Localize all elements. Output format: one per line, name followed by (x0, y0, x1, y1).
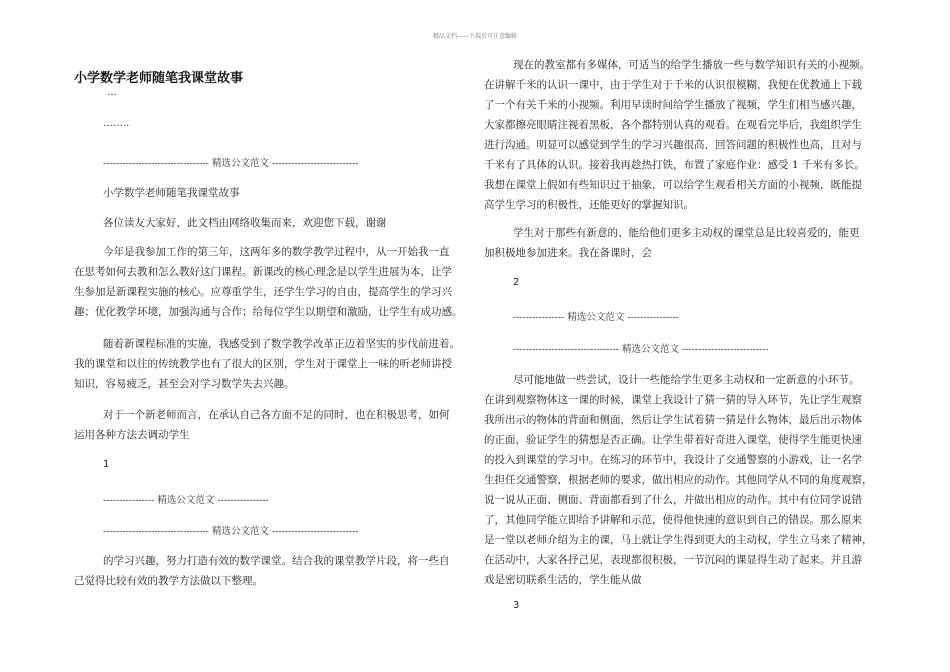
greeting-text: 各位读友大家好，此文档由网络收集而来，欢迎您下载，谢谢 (103, 217, 387, 229)
text-line: 我所出示的物体的背面和侧面，然后让学生试着猜一猜是什么物体，最后出示物体 (484, 414, 862, 426)
page-number: 1 (103, 459, 110, 470)
text-line: 随着新课程标准的实施，我感受到了数学教学改革正迈着坚实的步伐前进着。 (103, 338, 460, 350)
text-line: 学生对于那些有新意的、能给他们更多主动权的课堂总是比较喜爱的，能更 (513, 227, 860, 239)
text-line: 高学生学习的积极性，还能更好的掌握知识。 (484, 199, 694, 211)
text-line: 运用各种方法去调动学生 (74, 429, 190, 441)
text-line: 进行沟通。明显可以感觉到学生的学习兴趣很高，回答问题的积极性也高，且对与 (484, 139, 862, 151)
paragraph (74, 405, 474, 445)
text-line: 我想在课堂上假如有些知识过于抽象，可以给学生观看相关方面的小视频，既能提 (484, 179, 862, 191)
ellipsis-line-1: … (107, 87, 117, 98)
paragraph (484, 223, 884, 263)
paragraph (74, 551, 474, 591)
separator-line: ---------------- 精选公文范文 ---------------- (513, 312, 679, 323)
text-line: 趣；优化教学环境，加强沟通与合作；给每位学生以期望和激励，让学生有成功感。 (74, 306, 463, 318)
text-line: 现在的教室都有多媒体，可适当的给学生播放一些与数学知识有关的小视频。 (513, 59, 870, 71)
text-line: 在活动中，大家各抒己见，表现都很积极，一节沉闷的课显得生动了起来。并且游 (484, 554, 862, 566)
text-line: 的正面，验证学生的猜想是否正确。让学生带着好奇进入课堂，使得学生能更快速 (484, 434, 862, 446)
page-number: 3 (513, 600, 520, 611)
text-line: 尽可能地做一些尝试，设计一些能给学生更多主动权和一定新意的小环节。 (513, 374, 860, 386)
text-line: 生担任交通警察，根据老师的要求，做出相应的动作。其他同学从不同的角度观察， (484, 474, 873, 486)
paragraph (74, 334, 474, 394)
page-header-note: 精品文档——下载后可任意编辑 (432, 33, 517, 40)
separator-line: --------------------------------- 精选公文范文 --------------------------- (103, 526, 359, 537)
text-line: 是一堂以老师介绍为主的课，马上就让学生得到更大的主动权，学生立马来了精神， (484, 534, 873, 546)
text-line: 千米有了具体的认识。接着我再趁热打铁，布置了家庭作业：感受 1 千米有多长。 (484, 159, 865, 171)
text-line: 在思考如何去教和怎么教好这门课程。新课改的核心理念是以学生进展为本，让学 (74, 266, 452, 278)
text-line: 说一说从正面、侧面、背面都看到了什么，并做出相应的动作。其中有位同学说错 (484, 494, 862, 506)
text-line: 在讲解千米的认识一课中，由于学生对于千米的认识很模糊，我便在优教通上下载 (484, 79, 862, 91)
text-line: 了一个有关千米的小视频。利用早读时间给学生播放了视频，学生们相当感兴趣， (484, 99, 862, 111)
separator-line: --------------------------------- 精选公文范文 --------------------------- (513, 344, 769, 355)
text-line: 的学习兴趣，努力打造有效的数学课堂。结合我的课堂教学片段，将一些自 (103, 555, 450, 567)
text-line: 加积极地参加进来。我在备课时，会 (484, 247, 652, 259)
text-line: 我的课堂和以往的传统教学也有了很大的区别，学生对于课堂上一味的听老师讲授 (74, 358, 452, 370)
document-title: 小学数学老师随笔我课堂故事 (74, 71, 244, 86)
text-line: 生参加是新课程实施的核心。应尊重学生，还学生学习的自由，提高学生的学习兴 (74, 286, 452, 298)
separator-line: ---------------- 精选公文范文 ---------------- (103, 495, 269, 506)
text-line: 的投入到课堂的学习中。在练习的环节中，我设计了交通警察的小游戏，让一名学 (484, 454, 862, 466)
text-line: 了，其他同学能立即给予讲解和示范，使得他快速的意识到自己的错误。那么原来 (484, 514, 862, 526)
text-line: 己觉得比较有效的教学方法做以下整理。 (74, 575, 263, 587)
text-line: 今年是我参加工作的第三年，这两年多的数学教学过程中，从一开始我一直 (103, 246, 450, 258)
subtitle: 小学数学老师随笔我课堂故事 (103, 187, 240, 199)
paragraph (74, 242, 474, 322)
text-line: 在讲到观察物体这一课的时候，课堂上我设计了猜一猜的导入环节，先让学生观察 (484, 394, 862, 406)
text-line: 戏是密切联系生活的，学生能从做 (484, 574, 642, 586)
text-line: 对于一个新老师而言，在承认自己各方面不足的同时，也在积极思考，如何 (103, 409, 450, 421)
page-number: 2 (513, 277, 520, 288)
text-line: 大家都擦亮眼睛注视着黑板，各个都特别认真的观看。在观看完毕后，我组织学生 (484, 119, 862, 131)
paragraph (484, 55, 884, 215)
paragraph (484, 370, 884, 590)
text-line: 知识，容易疲乏，甚至会对学习数学失去兴趣。 (74, 378, 295, 390)
separator-line: --------------------------------- 精选公文范文 --------------------------- (103, 158, 359, 169)
ellipsis-line-2: …….. (103, 118, 130, 129)
